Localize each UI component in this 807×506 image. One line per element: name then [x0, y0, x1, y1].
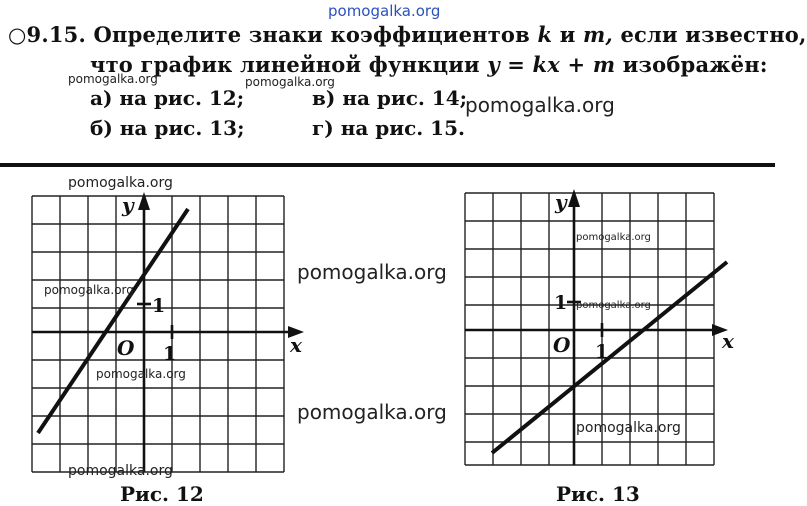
problem-text-1-tail: если известно,	[620, 22, 807, 47]
tick-y-label-12: 1	[152, 295, 166, 317]
problem-text-1: Определите знаки коэффициентов	[93, 22, 530, 47]
watermark: pomogalka.org	[44, 283, 134, 297]
option-b-text: на рис. 13;	[119, 116, 245, 140]
watermark: pomogalka.org	[68, 463, 173, 479]
watermark: pomogalka.org	[576, 420, 681, 436]
axis-y-label-12: y	[122, 193, 134, 217]
watermark: pomogalka.org	[576, 300, 651, 311]
option-a-text: на рис. 12;	[119, 86, 245, 110]
caption-fig-12: Рис. 12	[120, 482, 204, 506]
option-v-label: в)	[312, 86, 336, 110]
axis-y-label-13: y	[555, 190, 567, 214]
option-g-label: г)	[312, 116, 334, 140]
y-arrow-13	[568, 189, 580, 207]
figure-12	[0, 170, 330, 470]
var-k: k	[537, 22, 553, 47]
divider	[0, 163, 775, 167]
tick-x-label-13: 1	[595, 341, 609, 363]
watermark: pomogalka.org	[297, 260, 447, 284]
watermark: pomogalka.org	[465, 93, 615, 117]
origin-label-12: O	[117, 336, 135, 360]
watermark: pomogalka.org	[68, 72, 158, 86]
watermark-top: pomogalka.org	[328, 2, 441, 20]
problem-text-2-tail: изображён:	[622, 52, 768, 77]
conj: и	[559, 22, 576, 47]
watermark: pomogalka.org	[68, 175, 173, 191]
option-b-label: б)	[90, 116, 113, 140]
option-a-label: а)	[90, 86, 113, 110]
problem-line-1	[8, 22, 807, 47]
origin-label-13: O	[553, 333, 571, 357]
problem-line-2	[90, 52, 768, 77]
equation: y = kx + m	[487, 52, 616, 77]
watermark: pomogalka.org	[245, 75, 335, 89]
tick-x-label-12: 1	[163, 343, 177, 365]
caption-fig-13: Рис. 13	[556, 482, 640, 506]
option-v-text: на рис. 14;	[342, 86, 468, 110]
axes-12	[32, 196, 300, 472]
y-arrow-12	[138, 192, 150, 210]
watermark: pomogalka.org	[297, 400, 447, 424]
option-b	[90, 116, 244, 140]
watermark: pomogalka.org	[576, 232, 651, 243]
axis-x-label-12: x	[290, 333, 302, 357]
grid-12	[32, 196, 284, 472]
option-g	[312, 116, 465, 140]
tick-y-label-13: 1	[554, 292, 568, 314]
var-m: m,	[583, 22, 613, 47]
problem-number: ○9.15.	[8, 22, 86, 47]
option-v	[312, 86, 467, 110]
watermark: pomogalka.org	[96, 367, 186, 381]
problem-text-2: что график линейной функции	[90, 52, 480, 77]
option-a	[90, 86, 244, 110]
option-g-text: на рис. 15.	[340, 116, 465, 140]
axis-x-label-13: x	[722, 329, 734, 353]
